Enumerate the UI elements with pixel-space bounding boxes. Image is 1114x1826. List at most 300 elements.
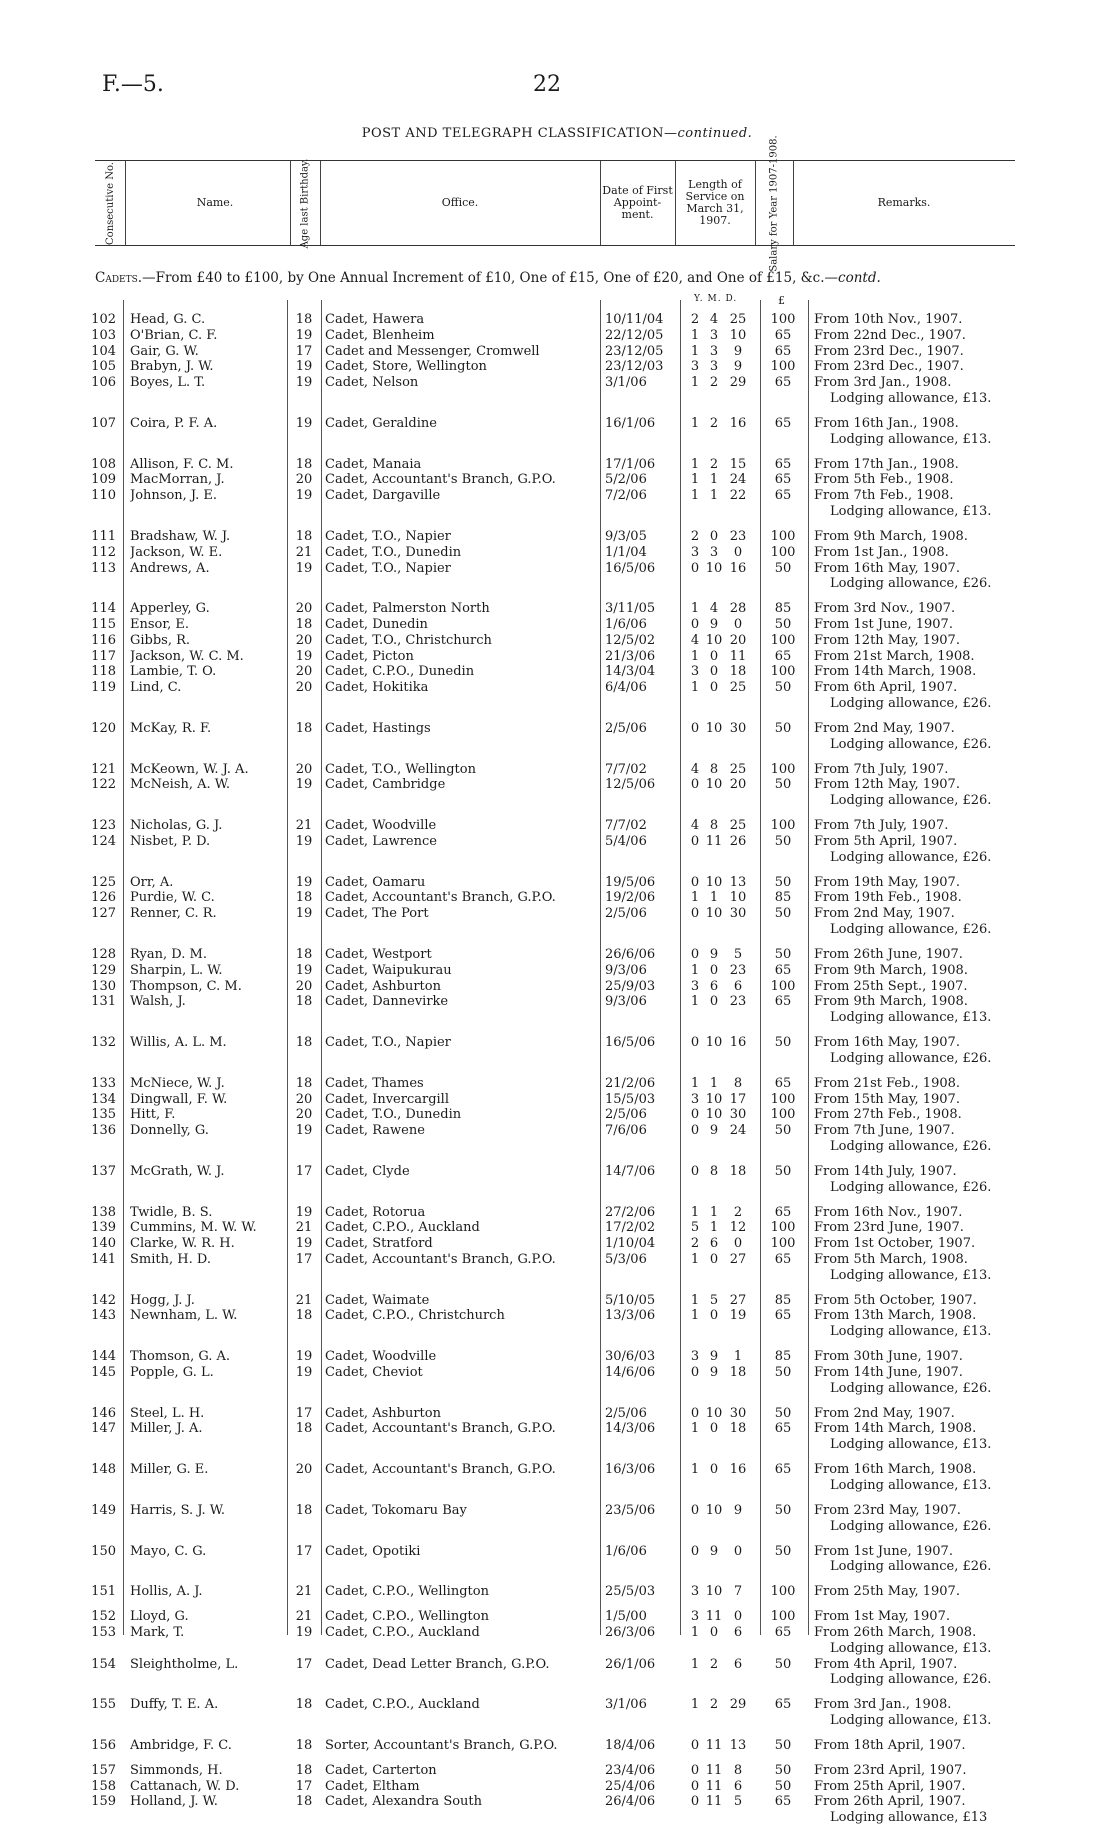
cell-sal: 50 — [774, 1762, 792, 1778]
cell-rem: From 16th May, 1907. — [814, 1035, 960, 1050]
cell-age: 19 — [295, 833, 313, 849]
cell-age: 20 — [295, 761, 313, 777]
cell-sal: 65 — [774, 1308, 792, 1324]
cell-sal: 85 — [774, 1349, 792, 1365]
cell-name: Harris, S. J. W. — [130, 1502, 226, 1518]
table-row — [0, 1220, 1114, 1236]
table-row — [0, 1794, 1114, 1810]
cell-d: 30 — [729, 720, 747, 736]
cell-rem: From 19th Feb., 1908. — [814, 890, 962, 906]
cell-y: 2 — [690, 312, 700, 327]
cell-date: 13/3/06 — [605, 1308, 656, 1324]
cell-d: 22 — [729, 488, 747, 504]
cell-name: Sleightholme, L. — [130, 1656, 239, 1672]
cell-m: 1 — [709, 1204, 719, 1220]
cell-sal: 50 — [774, 946, 792, 962]
cell-sal: 100 — [770, 312, 796, 327]
cell-age: 19 — [295, 648, 313, 664]
cell-office: Cadet, Hokitika — [325, 680, 429, 696]
cell-name: Holland, J. W. — [130, 1794, 218, 1810]
cell-name: Hitt, F. — [130, 1107, 176, 1123]
cell-sal: 50 — [774, 617, 792, 632]
cell-name: Mayo, C. G. — [130, 1543, 207, 1559]
cell-sal: 50 — [774, 1737, 792, 1753]
cell-m: 4 — [709, 312, 719, 327]
table-row — [0, 545, 1114, 561]
cell-no: 123 — [91, 818, 116, 834]
cell-office: Cadet, Accountant's Branch, G.P.O. — [325, 1251, 556, 1267]
title-suffix: —continued. — [664, 126, 753, 141]
col-name: Name. — [196, 196, 234, 209]
col-office: Office. — [441, 196, 479, 209]
table-row — [0, 890, 1114, 906]
cell-m: 0 — [709, 1421, 719, 1437]
cell-y: 4 — [690, 632, 700, 648]
cell-office: Cadet, Waimate — [325, 1292, 430, 1308]
cell-date: 16/5/06 — [605, 560, 656, 576]
cell-name: Ambridge, F. C. — [130, 1737, 232, 1753]
table-row — [0, 1763, 1114, 1779]
page-number: 22 — [533, 72, 561, 97]
cell-office: Cadet, T.O., Napier — [325, 560, 451, 576]
cell-date: 1/5/00 — [605, 1609, 647, 1625]
table-row — [0, 375, 1114, 391]
cell-office: Cadet, The Port — [325, 906, 429, 922]
cell-sal: 65 — [774, 415, 792, 431]
cell-m: 11 — [705, 1762, 723, 1778]
table-row — [0, 359, 1114, 375]
table-row — [0, 1164, 1114, 1180]
cell-y: 0 — [690, 1778, 700, 1794]
cell-d: 16 — [729, 1462, 747, 1478]
cell-rem: From 9th March, 1908. — [814, 994, 968, 1010]
cell-m: 0 — [709, 962, 719, 978]
table-row — [0, 1406, 1114, 1422]
cell-name: Lind, C. — [130, 680, 182, 696]
cell-rem: From 1st Jan., 1908. — [814, 544, 949, 560]
cell-d: 2 — [733, 1204, 743, 1220]
cell-rem: From 12th May, 1907. — [814, 632, 960, 648]
cell-age: 18 — [295, 1421, 313, 1437]
cell-name: Willis, A. L. M. — [130, 1035, 227, 1050]
cell-y: 0 — [690, 946, 700, 962]
cell-sal: 50 — [774, 680, 792, 696]
cell-m: 11 — [705, 1609, 723, 1625]
cell-no: 136 — [91, 1123, 116, 1139]
cell-rem: From 30th June, 1907. — [814, 1349, 963, 1365]
cell-name: Simmonds, H. — [130, 1762, 223, 1778]
cell-age: 19 — [295, 1123, 313, 1139]
cell-date: 7/6/06 — [605, 1123, 647, 1139]
cell-date: 26/3/06 — [605, 1624, 656, 1640]
cell-rem: From 27th Feb., 1908. — [814, 1107, 962, 1123]
cell-sal: 100 — [770, 1091, 796, 1107]
col-consecutive: Consecutive No. — [104, 161, 116, 245]
cell-sal: 50 — [774, 1405, 792, 1421]
cell-no: 157 — [91, 1762, 116, 1778]
cell-m: 6 — [709, 978, 719, 994]
cell-date: 10/11/04 — [605, 312, 664, 327]
cell-age: 21 — [295, 1584, 313, 1600]
table-row — [0, 1107, 1114, 1123]
cell-m: 9 — [709, 1364, 719, 1380]
cell-m: 0 — [709, 1251, 719, 1267]
cell-y: 1 — [690, 890, 700, 906]
cell-sal: 85 — [774, 601, 792, 617]
cell-office: Sorter, Accountant's Branch, G.P.O. — [325, 1737, 558, 1753]
col-salary: Salary for Year 1907-1908. — [768, 134, 780, 272]
cell-no: 133 — [91, 1075, 116, 1091]
cell-date: 2/5/06 — [605, 906, 647, 922]
cell-no: 115 — [91, 617, 116, 632]
cell-m: 11 — [705, 1737, 723, 1753]
table-row — [0, 963, 1114, 979]
cell-date: 14/6/06 — [605, 1364, 656, 1380]
cell-rem: From 23rd April, 1907. — [814, 1762, 967, 1778]
cell-name: Jackson, W. C. M. — [130, 648, 244, 664]
cell-d: 13 — [729, 1737, 747, 1753]
cell-age: 19 — [295, 777, 313, 793]
cell-m: 3 — [709, 343, 719, 359]
cell-date: 3/11/05 — [605, 601, 656, 617]
cell-y: 1 — [690, 327, 700, 343]
cell-y: 0 — [690, 1737, 700, 1753]
cell-age: 21 — [295, 1292, 313, 1308]
cell-name: Nisbet, P. D. — [130, 833, 211, 849]
cell-no: 149 — [91, 1502, 116, 1518]
cell-no: 139 — [91, 1220, 116, 1236]
cell-no: 124 — [91, 833, 116, 849]
cell-m: 0 — [709, 1462, 719, 1478]
cell-date: 27/2/06 — [605, 1204, 656, 1220]
table-row — [0, 818, 1114, 834]
cell-y: 0 — [690, 1762, 700, 1778]
cell-name: Apperley, G. — [130, 601, 210, 617]
remarks-continuation: Lodging allowance, £13. — [830, 391, 992, 406]
cell-age: 17 — [295, 1405, 313, 1421]
remarks-continuation: Lodging allowance, £26. — [830, 1138, 992, 1154]
cell-y: 0 — [690, 1035, 700, 1050]
cell-sal: 65 — [774, 1462, 792, 1478]
cell-sal: 65 — [774, 1204, 792, 1220]
cell-rem: From 16th May, 1907. — [814, 560, 960, 576]
cell-y: 1 — [690, 1308, 700, 1324]
cell-m: 1 — [709, 1220, 719, 1236]
cell-age: 17 — [295, 1656, 313, 1672]
cell-office: Cadet and Messenger, Cromwell — [325, 343, 540, 359]
cell-d: 19 — [729, 1308, 747, 1324]
cell-no: 107 — [91, 415, 116, 431]
cell-m: 0 — [709, 528, 719, 544]
cell-m: 2 — [709, 1656, 719, 1672]
cell-age: 21 — [295, 1220, 313, 1236]
cell-sal: 65 — [774, 327, 792, 343]
table-row — [0, 664, 1114, 680]
table-row — [0, 1503, 1114, 1519]
cell-m: 10 — [705, 1502, 723, 1518]
cell-m: 2 — [709, 456, 719, 472]
remarks-continuation: Lodging allowance, £26. — [830, 793, 992, 809]
cell-rem: From 5th October, 1907. — [814, 1292, 977, 1308]
table-row — [0, 1779, 1114, 1795]
cell-date: 17/1/06 — [605, 456, 656, 472]
table-row — [0, 328, 1114, 344]
cell-age: 18 — [295, 312, 313, 327]
cell-date: 1/6/06 — [605, 617, 647, 632]
cell-no: 117 — [91, 648, 116, 664]
cell-rem: From 21st Feb., 1908. — [814, 1075, 961, 1091]
table-row — [0, 1252, 1114, 1268]
cell-y: 1 — [690, 415, 700, 431]
cell-no: 108 — [91, 456, 116, 472]
cell-d: 10 — [729, 890, 747, 906]
cell-d: 30 — [729, 1405, 747, 1421]
cell-m: 10 — [705, 1405, 723, 1421]
cell-name: Smith, H. D. — [130, 1251, 211, 1267]
cell-m: 9 — [709, 1349, 719, 1365]
cell-date: 18/4/06 — [605, 1737, 656, 1753]
cell-date: 19/5/06 — [605, 874, 656, 890]
cell-y: 0 — [690, 906, 700, 922]
cell-y: 1 — [690, 343, 700, 359]
cell-age: 21 — [295, 544, 313, 560]
cell-office: Cadet, C.P.O., Auckland — [325, 1220, 480, 1236]
remarks-continuation: Lodging allowance, £13. — [830, 1267, 992, 1283]
table-row — [0, 777, 1114, 793]
cell-no: 127 — [91, 906, 116, 922]
cell-rem: From 2nd May, 1907. — [814, 906, 955, 922]
cell-office: Cadet, Oamaru — [325, 874, 426, 890]
cell-office: Cadet, C.P.O., Auckland — [325, 1624, 480, 1640]
table-row — [0, 1092, 1114, 1108]
cell-age: 19 — [295, 1236, 313, 1252]
cell-name: Andrews, A. — [130, 560, 210, 576]
cell-date: 7/2/06 — [605, 488, 647, 504]
table-row — [0, 875, 1114, 891]
cell-rem: From 7th Feb., 1908. — [814, 488, 954, 504]
cell-sal: 100 — [770, 528, 796, 544]
cell-date: 23/5/06 — [605, 1502, 656, 1518]
cell-d: 17 — [729, 1091, 747, 1107]
cell-date: 21/3/06 — [605, 648, 656, 664]
cell-age: 18 — [295, 1697, 313, 1713]
cell-office: Cadet, Opotiki — [325, 1543, 421, 1559]
cell-date: 16/3/06 — [605, 1462, 656, 1478]
cell-d: 0 — [733, 1236, 743, 1252]
cell-age: 20 — [295, 978, 313, 994]
cell-d: 23 — [729, 962, 747, 978]
cell-y: 3 — [690, 359, 700, 375]
cell-office: Cadet, T.O., Napier — [325, 528, 451, 544]
cell-name: Cattanach, W. D. — [130, 1778, 240, 1794]
cell-no: 128 — [91, 946, 116, 962]
cell-d: 18 — [729, 1163, 747, 1179]
cell-name: Miller, G. E. — [130, 1462, 209, 1478]
remarks-continuation: Lodging allowance, £26. — [830, 1518, 992, 1534]
cell-y: 1 — [690, 472, 700, 488]
cell-office: Cadet, T.O., Napier — [325, 1035, 451, 1050]
cell-no: 137 — [91, 1163, 116, 1179]
cell-date: 19/2/06 — [605, 890, 656, 906]
cell-office: Cadet, Invercargill — [325, 1091, 450, 1107]
cell-no: 159 — [91, 1794, 116, 1810]
cell-rem: From 25th April, 1907. — [814, 1778, 966, 1794]
cell-m: 2 — [709, 415, 719, 431]
cell-no: 150 — [91, 1543, 116, 1559]
cell-rem: From 13th March, 1908. — [814, 1308, 977, 1324]
cell-name: McGrath, W. J. — [130, 1163, 225, 1179]
table-row — [0, 1365, 1114, 1381]
cell-office: Cadet, T.O., Christchurch — [325, 632, 492, 648]
cell-office: Cadet, Ashburton — [325, 1405, 441, 1421]
cell-d: 24 — [729, 472, 747, 488]
cell-age: 18 — [295, 890, 313, 906]
cell-office: Cadet, Woodville — [325, 1349, 437, 1365]
cell-name: Popple, G. L. — [130, 1364, 214, 1380]
cell-name: Orr, A. — [130, 874, 174, 890]
cell-m: 0 — [709, 664, 719, 680]
cell-age: 19 — [295, 375, 313, 391]
cell-name: Walsh, J. — [130, 994, 186, 1010]
cell-rem: From 7th July, 1907. — [814, 818, 949, 834]
cell-sal: 65 — [774, 962, 792, 978]
table-row — [0, 561, 1114, 577]
cell-d: 29 — [729, 375, 747, 391]
table-row — [0, 1123, 1114, 1139]
cell-y: 0 — [690, 1163, 700, 1179]
cell-name: Cummins, M. W. W. — [130, 1220, 257, 1236]
cell-d: 20 — [729, 777, 747, 793]
cell-y: 1 — [690, 680, 700, 696]
cell-age: 19 — [295, 874, 313, 890]
cell-y: 3 — [690, 1091, 700, 1107]
cell-d: 12 — [729, 1220, 747, 1236]
cell-age: 20 — [295, 601, 313, 617]
cell-no: 110 — [91, 488, 116, 504]
cell-m: 6 — [709, 1236, 719, 1252]
cell-name: Ensor, E. — [130, 617, 190, 632]
cell-y: 0 — [690, 1107, 700, 1123]
table-row — [0, 994, 1114, 1010]
cell-rem: From 23rd Dec., 1907. — [814, 359, 964, 375]
cell-date: 15/5/03 — [605, 1091, 656, 1107]
cell-y: 0 — [690, 874, 700, 890]
cell-office: Cadet, Blenheim — [325, 327, 435, 343]
cell-no: 131 — [91, 994, 116, 1010]
cell-y: 3 — [690, 544, 700, 560]
cell-rem: From 6th April, 1907. — [814, 680, 958, 696]
cell-office: Cadet, Rotorua — [325, 1204, 426, 1220]
cell-office: Cadet, Waipukurau — [325, 962, 452, 978]
cell-d: 9 — [733, 1502, 743, 1518]
cell-y: 1 — [690, 1292, 700, 1308]
cell-d: 18 — [729, 664, 747, 680]
cell-rem: From 14th June, 1907. — [814, 1364, 963, 1380]
cell-d: 25 — [729, 818, 747, 834]
col-length: Length of Service on March 31, 1907. — [685, 178, 745, 227]
cell-rem: From 14th July, 1907. — [814, 1163, 957, 1179]
cell-y: 3 — [690, 1349, 700, 1365]
cell-office: Cadet, Thames — [325, 1075, 424, 1091]
cell-m: 10 — [705, 560, 723, 576]
cell-m: 8 — [709, 761, 719, 777]
cell-m: 1 — [709, 488, 719, 504]
cell-office: Cadet, T.O., Wellington — [325, 761, 476, 777]
cell-name: Clarke, W. R. H. — [130, 1236, 235, 1252]
cell-y: 0 — [690, 1364, 700, 1380]
cell-date: 1/6/06 — [605, 1543, 647, 1559]
cell-date: 23/12/03 — [605, 359, 664, 375]
cell-name: Gair, G. W. — [130, 343, 199, 359]
remarks-continuation: Lodging allowance, £26. — [830, 1672, 992, 1688]
cell-age: 18 — [295, 456, 313, 472]
cell-age: 20 — [295, 1107, 313, 1123]
cell-d: 27 — [729, 1292, 747, 1308]
cell-rem: From 23rd May, 1907. — [814, 1502, 961, 1518]
cell-date: 2/5/06 — [605, 1405, 647, 1421]
cell-rem: From 3rd Jan., 1908. — [814, 375, 952, 391]
cell-y: 0 — [690, 777, 700, 793]
cell-age: 17 — [295, 1778, 313, 1794]
cell-office: Cadet, Ashburton — [325, 978, 441, 994]
table-row — [0, 633, 1114, 649]
cell-office: Cadet, Nelson — [325, 375, 419, 391]
cell-sal: 65 — [774, 456, 792, 472]
cell-sal: 50 — [774, 1656, 792, 1672]
cell-name: Nicholas, G. J. — [130, 818, 223, 834]
cell-rem: From 2nd May, 1907. — [814, 1405, 955, 1421]
cell-d: 20 — [729, 632, 747, 648]
cell-rem: From 9th March, 1908. — [814, 962, 968, 978]
cell-no: 112 — [91, 544, 116, 560]
remarks-continuation: Lodging allowance, £26. — [830, 1050, 992, 1066]
cell-m: 10 — [705, 1035, 723, 1050]
cell-d: 1 — [733, 1349, 743, 1365]
cell-no: 111 — [91, 528, 116, 544]
cell-name: Johnson, J. E. — [130, 488, 218, 504]
cell-date: 14/3/06 — [605, 1421, 656, 1437]
cell-y: 3 — [690, 1584, 700, 1600]
cell-y: 2 — [690, 1236, 700, 1252]
cell-rem: From 23rd June, 1907. — [814, 1220, 964, 1236]
cell-age: 19 — [295, 560, 313, 576]
cell-date: 25/9/03 — [605, 978, 656, 994]
cell-d: 25 — [729, 680, 747, 696]
table-row — [0, 1205, 1114, 1221]
cell-d: 6 — [733, 978, 743, 994]
cell-d: 0 — [733, 544, 743, 560]
cell-d: 24 — [729, 1123, 747, 1139]
cell-no: 135 — [91, 1107, 116, 1123]
cell-age: 20 — [295, 1462, 313, 1478]
cell-age: 20 — [295, 664, 313, 680]
cell-office: Cadet, Woodville — [325, 818, 437, 834]
cell-no: 122 — [91, 777, 116, 793]
cell-sal: 100 — [770, 761, 796, 777]
cell-m: 11 — [705, 833, 723, 849]
cell-no: 106 — [91, 375, 116, 391]
cell-sal: 65 — [774, 994, 792, 1010]
cell-sal: 100 — [770, 1236, 796, 1252]
cell-date: 14/7/06 — [605, 1163, 656, 1179]
cell-m: 10 — [705, 1584, 723, 1600]
cell-age: 18 — [295, 617, 313, 632]
cell-no: 143 — [91, 1308, 116, 1324]
cell-rem: From 9th March, 1908. — [814, 528, 968, 544]
cell-rem: From 2nd May, 1907. — [814, 720, 955, 736]
section-heading — [95, 270, 881, 286]
cell-office: Cadet, Accountant's Branch, G.P.O. — [325, 890, 556, 906]
